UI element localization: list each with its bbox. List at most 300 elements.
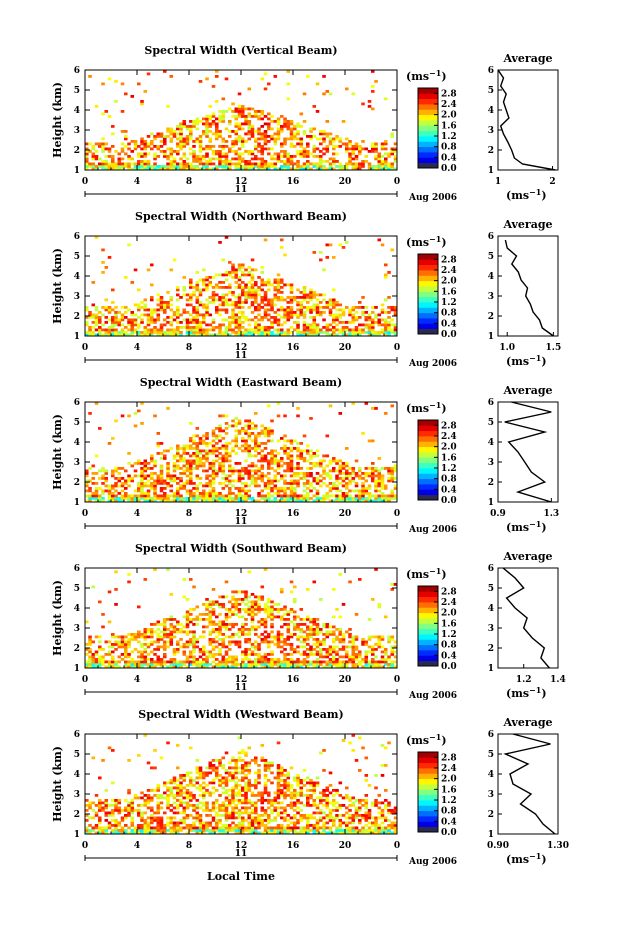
heatmap-cell <box>280 329 284 332</box>
heatmap-cell <box>157 641 161 644</box>
heatmap-cell <box>290 286 294 289</box>
heatmap-cell <box>319 460 323 463</box>
heatmap-cell <box>134 145 138 148</box>
heatmap-cell <box>173 160 177 163</box>
heatmap-cell <box>222 165 226 168</box>
heatmap-cell <box>183 286 187 289</box>
heatmap-cell <box>326 435 330 438</box>
heatmap-cell <box>306 618 310 621</box>
heatmap-cell <box>251 475 255 478</box>
heatmap-cell <box>293 487 297 490</box>
heatmap-cell <box>199 460 203 463</box>
heatmap-cell <box>319 150 323 153</box>
heatmap-cell <box>153 329 157 332</box>
panel-3 <box>51 376 559 535</box>
heatmap-cell <box>300 314 304 317</box>
heatmap-cell <box>118 160 122 163</box>
heatmap-cell <box>88 490 92 493</box>
heatmap-cell <box>303 286 307 289</box>
heatmap-cell <box>391 467 395 470</box>
heatmap-cell <box>384 653 388 656</box>
heatmap-cell <box>254 299 258 302</box>
heatmap-cell <box>131 329 135 332</box>
heatmap-cell <box>118 643 122 646</box>
heatmap-cell <box>121 163 125 166</box>
heatmap-cell <box>170 475 174 478</box>
heatmap-cell <box>283 606 287 609</box>
heatmap-cell <box>189 148 193 151</box>
heatmap-cell <box>293 145 297 148</box>
heatmap-cell <box>231 658 235 661</box>
heatmap-cell <box>170 495 174 498</box>
heatmap-cell <box>261 633 265 636</box>
average-profile <box>488 550 566 700</box>
heatmap-cell <box>105 329 109 332</box>
heatmap-cell <box>287 160 291 163</box>
heatmap-cell <box>329 311 333 314</box>
heatmap-cell <box>319 648 323 651</box>
heatmap-cell <box>287 301 291 304</box>
heatmap-cell <box>186 623 190 626</box>
heatmap-cell <box>192 648 196 651</box>
colorbar-tick-label: 0.4 <box>441 651 457 662</box>
heatmap-cell <box>231 319 235 322</box>
heatmap-cell <box>160 636 164 639</box>
heatmap-cell <box>274 294 278 297</box>
heatmap-cell <box>335 309 339 312</box>
heatmap-cell <box>147 636 151 639</box>
heatmap-cell <box>254 480 258 483</box>
heatmap-cell <box>345 646 349 649</box>
heatmap-cell <box>326 661 330 664</box>
heatmap-cell <box>287 482 291 485</box>
heatmap-cell <box>287 296 291 299</box>
heatmap-cell <box>261 442 265 445</box>
heatmap-cell <box>150 148 154 151</box>
heatmap-cell <box>309 636 313 639</box>
heatmap-cell <box>228 425 232 428</box>
heatmap-cell <box>287 636 291 639</box>
heatmap-cell <box>244 653 248 656</box>
heatmap-cell <box>228 452 232 455</box>
heatmap-cell <box>339 495 343 498</box>
heatmap-cell <box>238 329 242 332</box>
heatmap-cell <box>186 611 190 614</box>
heatmap-cell <box>222 663 226 666</box>
heatmap-cell <box>215 326 219 329</box>
heatmap-cell <box>124 135 128 138</box>
heatmap-cell <box>303 646 307 649</box>
heatmap-cell <box>101 249 105 252</box>
heatmap-cell <box>352 472 356 475</box>
heatmap-cell <box>231 626 235 629</box>
heatmap-cell <box>228 130 232 133</box>
heatmap-cell <box>228 148 232 151</box>
heatmap-cell <box>160 497 164 500</box>
heatmap-cell <box>114 324 118 327</box>
heatmap-cell <box>160 631 164 634</box>
heatmap-cell <box>92 316 96 319</box>
heatmap-cell <box>287 309 291 312</box>
heatmap-cell <box>105 490 109 493</box>
heatmap-cell <box>186 326 190 329</box>
heatmap-cell <box>319 160 323 163</box>
heatmap-cell <box>277 462 281 465</box>
heatmap-cell <box>108 319 112 322</box>
heatmap-cell <box>205 663 209 666</box>
heatmap-cell <box>270 284 274 287</box>
heatmap-cell <box>137 661 141 664</box>
heatmap-cell <box>264 123 268 126</box>
heatmap-cell <box>166 450 170 453</box>
heatmap-cell <box>212 628 216 631</box>
heatmap-cell <box>209 616 213 619</box>
heatmap-cell <box>88 643 92 646</box>
heatmap-cell <box>309 316 313 319</box>
heatmap-cell <box>313 452 317 455</box>
heatmap-cell <box>163 150 167 153</box>
heatmap-cell <box>173 648 177 651</box>
heatmap-cell <box>124 643 128 646</box>
heatmap-cell <box>319 165 323 168</box>
heatmap-cell <box>283 155 287 158</box>
heatmap-cell <box>228 442 232 445</box>
heatmap-cell <box>309 490 313 493</box>
heatmap-cell <box>293 495 297 498</box>
heatmap-cell <box>365 663 369 666</box>
heatmap-cell <box>199 440 203 443</box>
heatmap-cell <box>368 472 372 475</box>
heatmap-cell <box>222 621 226 624</box>
heatmap-cell <box>170 636 174 639</box>
heatmap-cell <box>179 631 183 634</box>
heatmap-cell <box>235 269 239 272</box>
heatmap-cell <box>300 646 304 649</box>
heatmap-cell <box>176 128 180 131</box>
heatmap-cell <box>225 447 229 450</box>
heatmap-cell <box>267 601 271 604</box>
avg-y-tick-label: 4 <box>487 106 494 116</box>
heatmap-cell <box>261 306 265 309</box>
heatmap-cell <box>374 648 378 651</box>
heatmap-cell <box>241 311 245 314</box>
heatmap-cell <box>225 299 229 302</box>
heatmap-cell <box>352 636 356 639</box>
heatmap-cell <box>153 155 157 158</box>
heatmap-cell <box>225 301 229 304</box>
heatmap-cell <box>391 306 395 309</box>
heatmap-cell <box>215 470 219 473</box>
x-tick-label: 0 <box>81 177 89 187</box>
x-tick-label: 12 <box>234 177 248 187</box>
heatmap-cell <box>238 472 242 475</box>
heatmap-cell <box>209 138 213 141</box>
heatmap-cell <box>205 130 209 133</box>
heatmap-cell <box>189 621 193 624</box>
heatmap-cell <box>313 495 317 498</box>
heatmap-cell <box>144 477 148 480</box>
heatmap-cell <box>378 477 382 480</box>
heatmap-cell <box>241 623 245 626</box>
heatmap-cell <box>251 150 255 153</box>
heatmap-cell <box>196 467 200 470</box>
heatmap-cell <box>95 155 99 158</box>
heatmap-cell <box>251 331 255 334</box>
heatmap-cell <box>293 155 297 158</box>
heatmap-cell <box>241 153 245 156</box>
heatmap-cell <box>248 608 252 611</box>
heatmap-cell <box>244 329 248 332</box>
heatmap-cell <box>329 301 333 304</box>
heatmap-cell <box>95 636 99 639</box>
heatmap-cell <box>339 145 343 148</box>
heatmap-cell <box>254 442 258 445</box>
heatmap-cell <box>267 125 271 128</box>
heatmap-cell <box>261 165 265 168</box>
heatmap-cell <box>147 462 151 465</box>
heatmap-cell <box>352 467 356 470</box>
heatmap-cell <box>212 641 216 644</box>
heatmap-cell <box>173 480 177 483</box>
heatmap-cell <box>319 155 323 158</box>
heatmap-cell <box>163 663 167 666</box>
heatmap-cell <box>332 641 336 644</box>
heatmap-cell <box>105 316 109 319</box>
heatmap-cell <box>300 143 304 146</box>
heatmap-cell <box>218 470 222 473</box>
heatmap-cell <box>92 153 96 156</box>
x-tick-label: 0 <box>393 675 401 685</box>
heatmap-cell <box>205 299 209 302</box>
heatmap-cell <box>173 455 177 458</box>
heatmap-cell <box>378 643 382 646</box>
heatmap-cell <box>108 326 112 329</box>
heatmap-cell <box>267 331 271 334</box>
heatmap-cell <box>118 480 122 483</box>
heatmap-cell <box>365 148 369 151</box>
heatmap-cell <box>296 626 300 629</box>
heatmap-cell <box>352 651 356 654</box>
heatmap-cell <box>309 163 313 166</box>
heatmap-cell <box>254 115 258 118</box>
heatmap-cell <box>241 651 245 654</box>
heatmap-cell <box>215 495 219 498</box>
heatmap-cell <box>153 135 157 138</box>
heatmap-cell <box>199 324 203 327</box>
heatmap-cell <box>140 475 144 478</box>
heatmap-cell <box>319 294 323 297</box>
heatmap-cell <box>118 319 122 322</box>
heatmap-cell <box>322 160 326 163</box>
heatmap-cell <box>371 480 375 483</box>
heatmap-cell <box>303 311 307 314</box>
heatmap-cell <box>88 311 92 314</box>
heatmap-cell <box>248 455 252 458</box>
heatmap-cell <box>134 148 138 151</box>
colorbar-tick-label: 0.8 <box>441 142 457 153</box>
heatmap-cell <box>261 472 265 475</box>
heatmap-cell <box>215 641 219 644</box>
heatmap-cell <box>131 150 135 153</box>
heatmap-cell <box>329 138 333 141</box>
heatmap-cell <box>199 326 203 329</box>
heatmap-cell <box>160 331 164 334</box>
heatmap-cell <box>205 432 209 435</box>
heatmap-cell <box>101 658 105 661</box>
heatmap-cell <box>157 133 161 136</box>
heatmap-cell <box>150 329 154 332</box>
heatmap-cell <box>261 160 265 163</box>
heatmap-cell <box>202 470 206 473</box>
heatmap-cell <box>228 608 232 611</box>
x-tick-label: 0 <box>81 343 89 353</box>
heatmap-cell <box>355 472 359 475</box>
heatmap-cell <box>108 309 112 312</box>
heatmap-cell <box>287 661 291 664</box>
heatmap-cell <box>173 653 177 656</box>
heatmap-cell <box>205 329 209 332</box>
heatmap-cell <box>176 299 180 302</box>
heatmap-cell <box>267 636 271 639</box>
unit-exponent: −1 <box>529 353 542 363</box>
heatmap-cell <box>238 646 242 649</box>
heatmap-cell <box>355 497 359 500</box>
heatmap-cell <box>283 143 287 146</box>
heatmap-cell <box>374 475 378 478</box>
avg-x-tick-label: 1.4 <box>550 675 566 685</box>
heatmap-cell <box>127 581 131 584</box>
heatmap-cell <box>345 653 349 656</box>
heatmap-cell <box>189 135 193 138</box>
heatmap-cell <box>378 155 382 158</box>
heatmap-cell <box>196 658 200 661</box>
heatmap-cell <box>88 804 92 807</box>
heatmap-cell <box>192 661 196 664</box>
heatmap-cell <box>316 482 320 485</box>
heatmap-cell <box>335 145 339 148</box>
heatmap-cell <box>170 447 174 450</box>
heatmap-cell <box>267 432 271 435</box>
heatmap-cell <box>121 148 125 151</box>
heatmap-cell <box>248 306 252 309</box>
heatmap-cell <box>261 331 265 334</box>
heatmap-cell <box>166 165 170 168</box>
heatmap-cell <box>267 279 271 282</box>
heatmap-cell <box>238 432 242 435</box>
heatmap-cell <box>196 160 200 163</box>
heatmap-cell <box>111 133 115 136</box>
heatmap-cell <box>378 319 382 322</box>
heatmap-cell <box>277 284 281 287</box>
heatmap-cell <box>300 150 304 153</box>
heatmap-cell <box>335 470 339 473</box>
heatmap-cell <box>309 633 313 636</box>
heatmap-cell <box>124 656 128 659</box>
heatmap-cell <box>163 304 167 307</box>
heatmap-cell <box>127 143 131 146</box>
heatmap-cell <box>118 321 122 324</box>
heatmap-cell <box>205 135 209 138</box>
heatmap-cell <box>254 140 258 143</box>
heatmap-cell <box>274 296 278 299</box>
colorbar-tick-label: 1.6 <box>441 453 457 464</box>
heatmap-cell <box>300 331 304 334</box>
heatmap-cell <box>283 470 287 473</box>
heatmap-cell <box>196 309 200 312</box>
heatmap-cell <box>264 457 268 460</box>
heatmap-cell <box>365 155 369 158</box>
heatmap-cell <box>280 246 284 249</box>
heatmap-cell <box>192 460 196 463</box>
heatmap-cell <box>222 110 226 113</box>
heatmap-cell <box>218 631 222 634</box>
heatmap-cell <box>358 661 362 664</box>
heatmap-cell <box>391 477 395 480</box>
heatmap-cell <box>296 651 300 654</box>
heatmap-cell <box>251 628 255 631</box>
heatmap-cell <box>384 497 388 500</box>
heatmap-cell <box>345 477 349 480</box>
heatmap-cell <box>235 608 239 611</box>
heatmap-cell <box>118 163 122 166</box>
heatmap-cell <box>147 316 151 319</box>
heatmap-cell <box>335 487 339 490</box>
heatmap-cell <box>374 485 378 488</box>
heatmap-cell <box>261 475 265 478</box>
heatmap-cell <box>144 309 148 312</box>
heatmap-cell <box>147 646 151 649</box>
heatmap-cell <box>316 653 320 656</box>
heatmap-cell <box>277 133 281 136</box>
heatmap-cell <box>228 286 232 289</box>
heatmap-cell <box>277 603 281 606</box>
heatmap-cell <box>274 457 278 460</box>
heatmap-cell <box>339 648 343 651</box>
heatmap-cell <box>179 140 183 143</box>
heatmap-cell <box>189 125 193 128</box>
heatmap-cell <box>144 628 148 631</box>
heatmap-cell <box>371 326 375 329</box>
heatmap-cell <box>173 636 177 639</box>
y-tick-label: 2 <box>73 312 80 322</box>
heatmap-cell <box>287 653 291 656</box>
heatmap-cell <box>358 578 362 581</box>
heatmap-cell <box>131 331 135 334</box>
heatmap-cell <box>316 462 320 465</box>
heatmap-cell <box>183 276 187 279</box>
heatmap-cell <box>238 447 242 450</box>
heatmap-cell <box>121 331 125 334</box>
heatmap-cell <box>209 633 213 636</box>
heatmap-cell <box>248 477 252 480</box>
heatmap-cell <box>88 802 92 805</box>
heatmap-cell <box>300 450 304 453</box>
heatmap-cell <box>218 296 222 299</box>
heatmap-cell <box>280 651 284 654</box>
heatmap-cell <box>189 281 193 284</box>
x-tick-label: 20 <box>338 509 352 519</box>
heatmap-cell <box>144 658 148 661</box>
heatmap-cell <box>391 651 395 654</box>
heatmap-cell <box>280 460 284 463</box>
heatmap-cell <box>309 291 313 294</box>
heatmap-cell <box>277 452 281 455</box>
heatmap-cell <box>365 492 369 495</box>
heatmap-cell <box>118 661 122 664</box>
heatmap-cell <box>248 638 252 641</box>
heatmap-cell <box>189 319 193 322</box>
heatmap-cell <box>205 450 209 453</box>
